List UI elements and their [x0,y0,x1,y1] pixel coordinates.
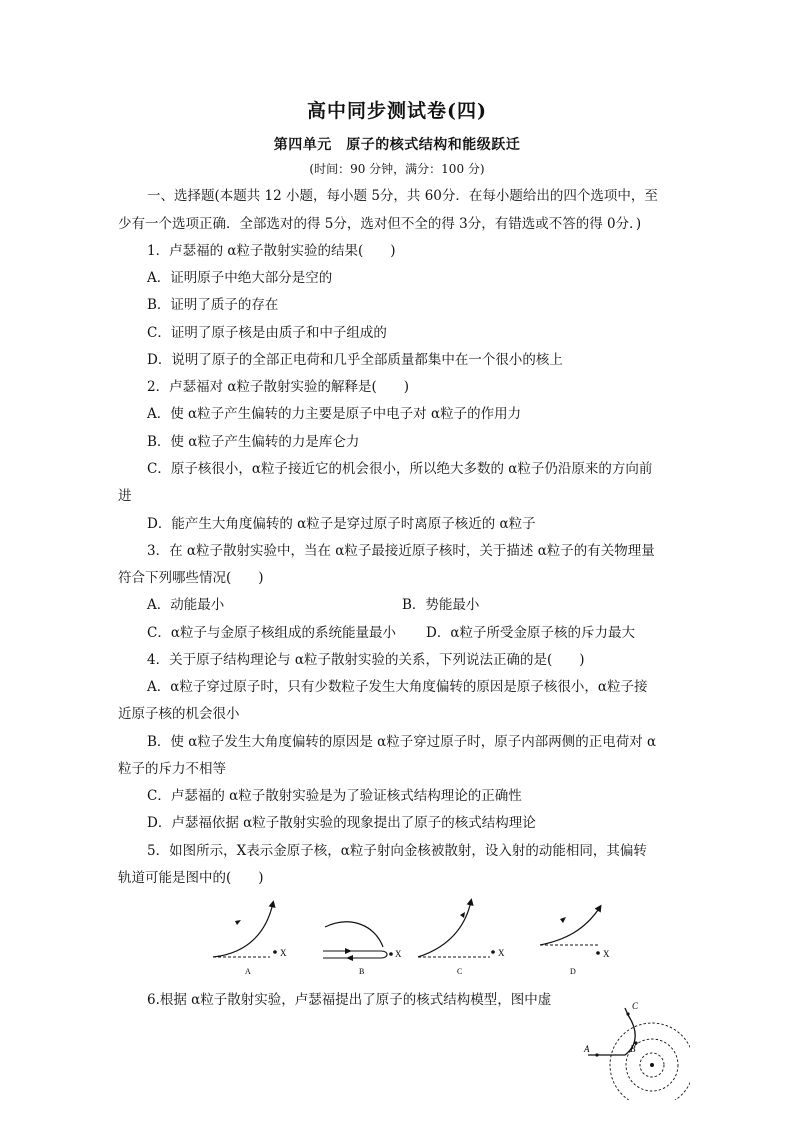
question-4-option-d: D．卢瑟福依据 α粒子散射实验的现象提出了原子的核式结构理论 [147,815,536,831]
question-6-stem-line1: 6.根据 α粒子散射实验，卢瑟福提出了原子的核式结构模型，图中虚 [147,992,552,1008]
question-4-option-a-line1: A．α粒子穿过原子时，只有少数粒子发生大角度偏转的原因是原子核很小，α粒子接 [147,679,648,695]
question-5-stem-line2: 轨道可能是图中的( ) [118,870,264,886]
question-2-option-d: D．能产生大角度偏转的 α粒子是穿过原子时离原子核近的 α粒子 [147,516,536,532]
question-1-stem: 1．卢瑟福的 α粒子散射实验的结果( ) [147,243,396,259]
page-title: 高中同步测试卷(四) [307,100,487,122]
figure-label-b: B [630,1044,636,1054]
nucleus-label-a: X [280,948,287,958]
question-5-stem-line1: 5．如图所示，X表示金原子核，α粒子射向金核被散射，设入射的动能相同，其偏转 [147,843,647,859]
panel-label-c: C [457,967,463,976]
question-2-option-c-line2: 进 [118,488,132,504]
section-intro-line2: 少有一个选项正确．全部选对的得 5分，选对但不全的得 3分，有错选或不答的得 0分．) [118,216,642,232]
nucleus-label-c: X [498,948,505,958]
exam-meta: (时间：90 分钟，满分：100 分) [309,162,485,176]
question-4-option-b-line1: B．使 α粒子发生大角度偏转的原因是 α粒子穿过原子时，原子内部两侧的正电荷对 α [147,734,657,750]
question-3-stem-line1: 3．在 α粒子散射实验中，当在 α粒子最接近原子核时，关于描述 α粒子的有关物理量 [147,543,655,559]
unit-subtitle: 第四单元 原子的核式结构和能级跃迁 [273,137,521,153]
question-3-option-c: C．α粒子与金原子核组成的系统能量最小 [147,625,396,641]
question-3-option-d: D．α粒子所受金原子核的斥力最大 [426,625,635,641]
trajectory-panel-d [540,905,610,976]
question-6-figure [580,995,690,1100]
question-1-option-c: C．证明了原子核是由质子和中子组成的 [147,325,387,341]
question-1-option-b: B．证明了质子的存在 [147,297,279,313]
figure-label-a: A [584,1044,590,1054]
question-2-option-b: B．使 α粒子产生偏转的力是库仑力 [147,434,360,450]
section-intro-line1: 一、选择题(本题共 12 小题，每小题 5分，共 60分．在每小题给出的四个选项中，至 [147,188,658,204]
question-2-option-a: A．使 α粒子产生偏转的力主要是原子中电子对 α粒子的作用力 [147,406,522,422]
panel-label-d: D [570,967,576,976]
question-4-option-c: C．卢瑟福的 α粒子散射实验是为了验证核式结构理论的正确性 [147,788,522,804]
panel-label-a: A [245,967,251,976]
question-2-stem: 2．卢瑟福对 α粒子散射实验的解释是( ) [147,379,410,395]
question-1-option-a: A．证明原子中绝大部分是空的 [147,270,333,286]
trajectory-panel-b [323,922,402,976]
nucleus-label-d: X [603,949,610,959]
question-4-option-a-line2: 近原子核的机会很小 [118,706,240,722]
question-1-option-d: D．说明了原子的全部正电荷和几乎全部质量都集中在一个很小的核上 [147,352,563,368]
question-3-option-b: B．势能最小 [402,597,480,613]
figure-label-c: C [632,1001,639,1011]
trajectory-panel-a [213,903,287,976]
question-5-figure [205,895,615,980]
trajectory-panel-c [418,901,505,976]
question-4-stem: 4．关于原子结构理论与 α粒子散射实验的关系，下列说法正确的是( ) [147,652,585,668]
question-2-option-c-line1: C．原子核很小，α粒子接近它的机会很小，所以绝大多数的 α粒子仍沿原来的方向前 [147,461,653,477]
panel-label-b: B [359,967,365,976]
question-3-stem-line2: 符合下列哪些情况( ) [118,570,264,586]
question-4-option-b-line2: 粒子的斥力不相等 [118,761,226,777]
question-3-option-a: A．动能最小 [147,597,225,613]
nucleus-label-b: X [395,949,402,959]
